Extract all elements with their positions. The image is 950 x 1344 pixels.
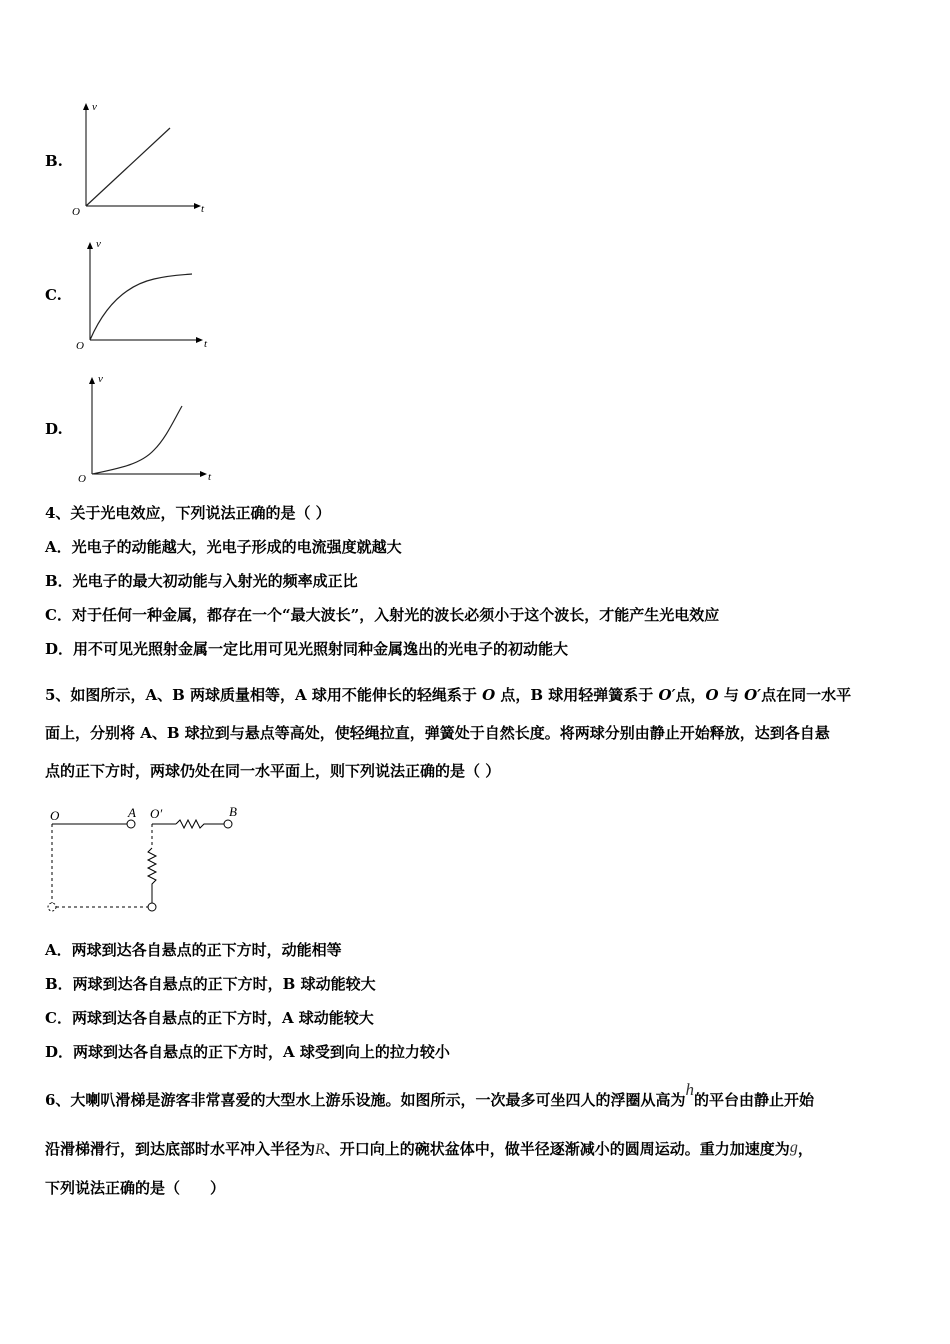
q5-stem-line-3: 点的正下方时，两球仍处在同一水平面上，则下列说法正确的是（ ） [45,762,501,780]
q4-option-d: D．用不可见光照射金属一定比用可见光照射同种金属逸出的光电子的初动能大 [45,640,569,658]
q4-option-c: C．对于任何一种金属，都存在一个“最大波长”，入射光的波长必须小于这个波长，才能产生光电效应 [45,606,720,624]
v-axis-label: v [92,101,97,113]
ball-a [127,820,135,828]
q6-stem-line-3: 下列说法正确的是（ ） [45,1179,226,1197]
label-a: A [128,805,136,820]
q5-stem-line-2: 面上，分别将 A、B 球拉到与悬点等高处，使轻绳拉直，弹簧处于自然长度。将两球分别由静止开始释放，达到各自悬 [45,724,830,742]
t-axis-arrow [194,203,201,209]
origin-label: O [78,473,86,485]
t-axis-label: t [204,338,208,350]
v-axis-label: v [96,238,101,250]
ball-b [224,820,232,828]
label-b: B [229,804,237,819]
ball-a-lower [48,903,56,911]
q4-stem: 4、关于光电效应，下列说法正确的是（ ） [45,504,331,522]
t-axis-arrow [196,337,203,343]
q5-option-b: B．两球到达各自悬点的正下方时，B 球动能较大 [45,975,376,993]
ball-b-lower [148,903,156,911]
t-axis-label: t [201,203,205,215]
label-o-prime: O′ [150,806,163,821]
option-label-c: C. [45,286,62,304]
q6-stem-line-2: 沿滑梯滑行，到达底部时水平冲入半径为R、开口向上的碗状盆体中，做半径逐渐减小的圆周运动。重力加速度为g， [45,1139,813,1158]
vt-curve [92,406,182,474]
q4-option-b: B．光电子的最大初动能与入射光的频率成正比 [45,572,358,590]
q5-option-d: D．两球到达各自悬点的正下方时，A 球受到向上的拉力较小 [45,1043,450,1061]
q6-stem-line-1: 6、大喇叭滑梯是游客非常喜爱的大型水上游乐设施。如图所示，一次最多可坐四人的浮圈从高为h的平台由静止开始 [45,1080,814,1109]
option-label-d: D. [45,420,63,438]
v-axis-arrow [83,103,89,110]
origin-label: O [72,206,80,218]
vt-curve [86,128,170,206]
spring-horizontal [176,820,224,828]
q4-option-a: A．光电子的动能越大，光电子形成的电流强度就越大 [45,538,402,556]
q5-option-a: A．两球到达各自悬点的正下方时，动能相等 [45,941,342,959]
q5-figure [40,800,260,920]
q5-option-c: C．两球到达各自悬点的正下方时，A 球动能较大 [45,1009,374,1027]
vt-graph-d [66,368,216,488]
spring-vertical [148,848,156,903]
t-axis-arrow [200,471,207,477]
q5-stem-line-1: 5、如图所示，A、B 两球质量相等，A 球用不能伸长的轻绳系于 O 点，B 球用轻弹簧系于 O′点，O 与 O′点在同一水平 [45,686,852,704]
option-label-b: B. [45,152,63,170]
origin-label: O [76,340,84,352]
v-axis-arrow [89,377,95,384]
vt-graph-b [66,98,216,218]
vt-graph-c [66,233,216,353]
label-o: O [50,808,60,823]
t-axis-label: t [208,471,212,483]
v-axis-arrow [87,242,93,249]
vt-curve [90,274,192,340]
v-axis-label: v [98,373,103,385]
